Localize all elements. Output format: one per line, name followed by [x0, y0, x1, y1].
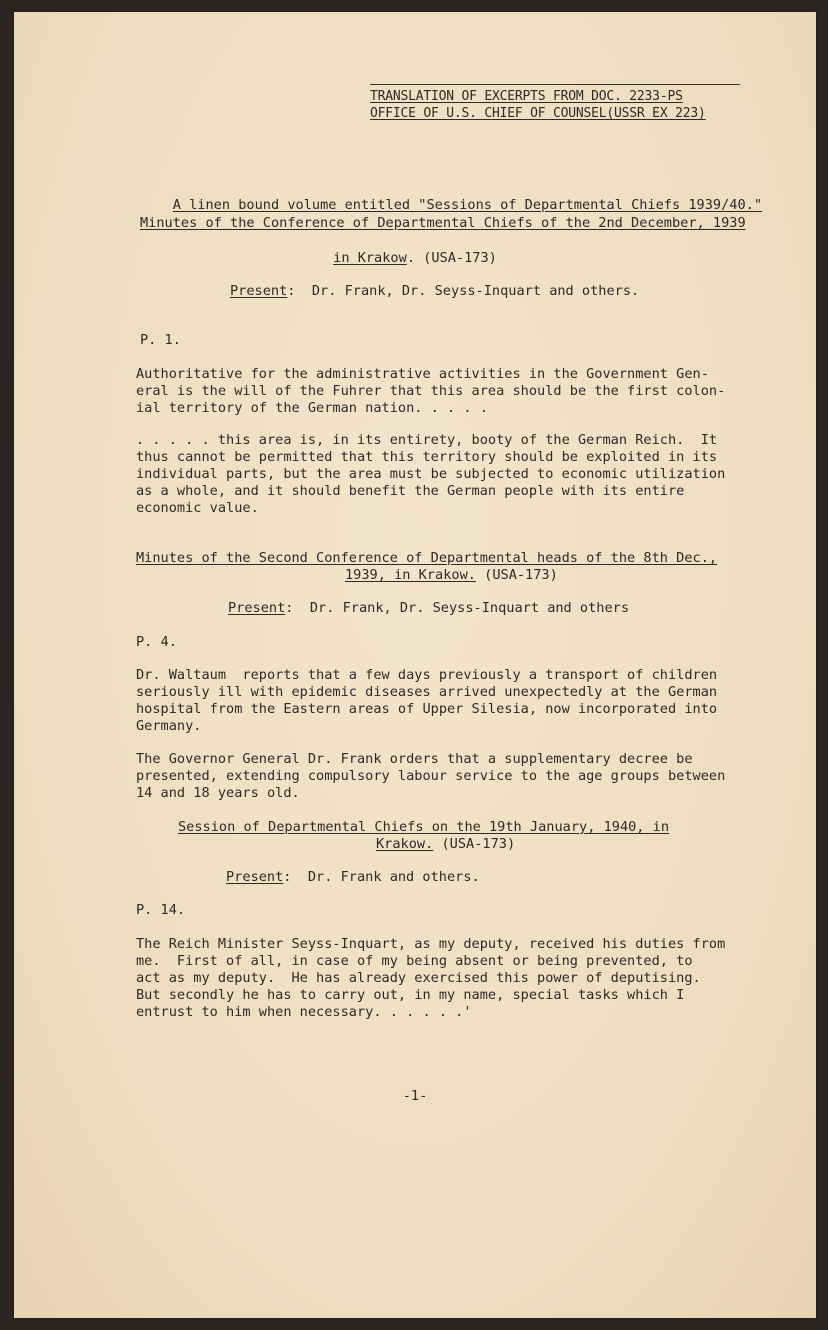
text-line: . . . . . this area is, in its entirety, booty of the German Reich. It [136, 432, 718, 448]
document-header [370, 84, 740, 122]
text-line: thus cannot be permitted that this territory should be exploited in its [136, 449, 718, 465]
section3-exhibit-ref: (USA-173) [433, 836, 516, 852]
section3-location: Krakow. [376, 836, 434, 852]
text-line: Authoritative for the administrative activities in the Government Gen- [136, 366, 709, 382]
section1-paragraph-1 [136, 366, 746, 417]
section2-date-location: 1939, in Krakow. [345, 567, 476, 583]
section1-page-ref: P. 1. [140, 332, 181, 348]
section1-location: in Krakow [333, 250, 407, 266]
section2-paragraph-1 [136, 667, 746, 735]
page-number: -1- [402, 1088, 428, 1104]
text-line: economic value. [136, 500, 259, 516]
text-line: entrust to him when necessary. . . . . .' [136, 1004, 472, 1020]
section2-paragraph-2 [136, 751, 746, 802]
text-line: individual parts, but the area must be subjected to economic utilization [136, 466, 726, 482]
text-line: eral is the will of the Fuhrer that this area should be the first colon- [136, 383, 726, 399]
header-line-2: OFFICE OF U.S. CHIEF OF COUNSEL(USSR EX 223) [370, 106, 706, 121]
section1-present-label: Present [230, 283, 288, 299]
section1-heading-line2 [14, 250, 816, 267]
text-line: But secondly he has to carry out, in my name, special tasks which I [136, 987, 685, 1003]
volume-title-quote: "Sessions of Departmental Chiefs 1939/40." [418, 197, 763, 213]
section1-heading-line1: Minutes of the Conference of Departmental Chiefs of the 2nd December, 1939 [140, 215, 746, 231]
text-line: hospital from the Eastern areas of Upper Silesia, now incorporated into [136, 701, 718, 717]
text-line: The Reich Minister Seyss-Inquart, as my deputy, received his duties from [136, 936, 726, 952]
document-page [14, 12, 816, 1318]
text-line: 14 and 18 years old. [136, 785, 300, 801]
section2-present-label: Present [228, 600, 286, 616]
section1-present [230, 283, 639, 300]
text-line: Dr. Waltaum reports that a few days previously a transport of children [136, 667, 718, 683]
section3-page-ref: P. 14. [136, 902, 186, 918]
section3-present-text: : Dr. Frank and others. [283, 869, 480, 885]
section3-paragraph-1 [136, 936, 746, 1021]
section3-present-label: Present [226, 869, 284, 885]
section3-present [226, 869, 480, 886]
section1-present-text: : Dr. Frank, Dr. Seyss-Inquart and others. [287, 283, 640, 299]
text-line: act as my deputy. He has already exercised this power of deputising. [136, 970, 701, 986]
section3-heading-line1: Session of Departmental Chiefs on the 19th January, 1940, in [178, 819, 670, 835]
section1-paragraph-2 [136, 432, 746, 517]
text-line: The Governor General Dr. Frank orders that a supplementary decree be [136, 751, 693, 767]
section1-exhibit-ref: . (USA-173) [406, 250, 497, 266]
section2-present-text: : Dr. Frank, Dr. Seyss-Inquart and others [285, 600, 630, 616]
text-line: seriously ill with epidemic diseases arrived unexpectedly at the German [136, 684, 718, 700]
section2-present [228, 600, 629, 617]
section2-heading-line1: Minutes of the Second Conference of Departmental heads of the 8th Dec., [136, 550, 718, 566]
text-line: presented, extending compulsory labour service to the age groups between [136, 768, 726, 784]
section2-heading-line2 [345, 567, 558, 584]
volume-title-prefix: A linen bound volume entitled [172, 197, 419, 213]
section3-heading-line2 [376, 836, 515, 853]
text-line: Germany. [136, 718, 202, 734]
header-line-1: TRANSLATION OF EXCERPTS FROM DOC. 2233-PS [370, 89, 683, 104]
text-line: as a whole, and it should benefit the German people with its entire [136, 483, 685, 499]
text-line: ial territory of the German nation. . . . . [136, 400, 488, 416]
section2-page-ref: P. 4. [136, 634, 177, 650]
text-line: me. First of all, in case of my being absent or being prevented, to [136, 953, 693, 969]
section2-exhibit-ref: (USA-173) [475, 567, 558, 583]
